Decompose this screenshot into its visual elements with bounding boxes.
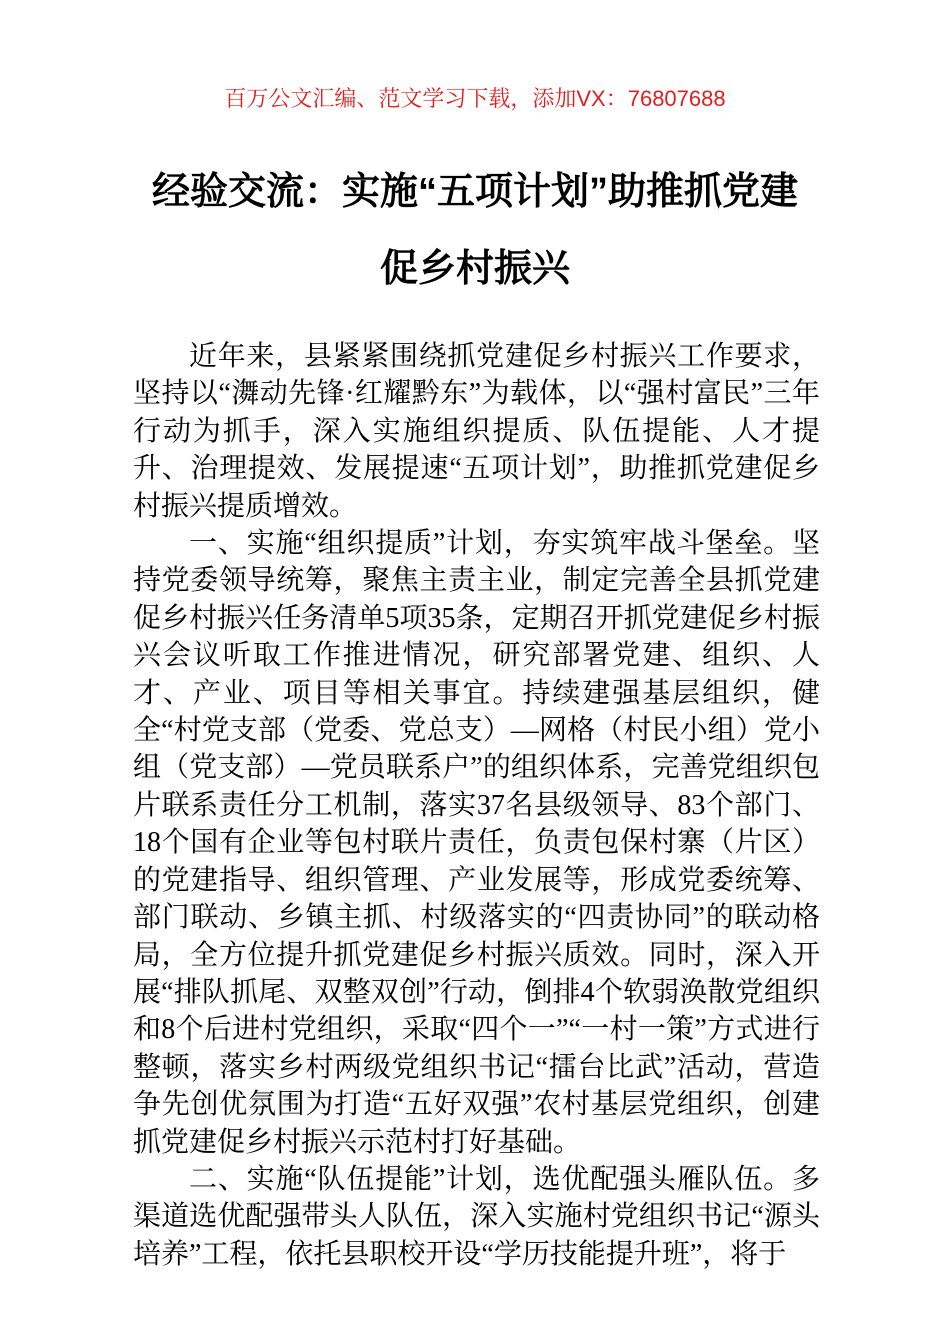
- header-notice: 百万公文汇编、范文学习下载，添加VX：76807688: [224, 86, 726, 111]
- paragraph-section-2: 二、实施“队伍提能”计划，选优配强头雁队伍。多渠道选优配强带头人队伍，深入实施村党组织书记“源头培养”工程，依托县职校开设“学历技能提升班”，将于: [133, 1163, 820, 1270]
- paragraph-intro: 近年来，县紧紧围绕抓党建促乡村振兴工作要求，坚持以“㵲动先锋·红耀黔东”为载体，以“强村富民”三年行动为抓手，深入实施组织提质、队伍提能、人才提升、治理提效、发展提速“五项计划”，助推抓党建促乡村振兴提质增效。: [133, 341, 820, 522]
- paragraph-section-1: 一、实施“组织提质”计划，夯实筑牢战斗堡垒。坚持党委领导统筹，聚焦主责主业，制定完善全县抓党建促乡村振兴任务清单5项35条，定期召开抓党建促乡村振兴会议听取工作推进情况，研究部署党建、组织、人才、产业、项目等相关事宜。持续建强基层组织，健全“村党支部（党委、党总支）—网格（村民小组）党小组（党支部）—党员联系户”的组织体系，完善党组织包片联系责任分工机制，落实37名县级领导、83个部门、18个国有企业等包村联片责任，负责包保村寨（片区）的党建指导、组织管理、产业发展等，形成党委统筹、部门联动、乡镇主抓、村级落实的“四责协同”的联动格局，全方位提升抓党建促乡村振兴质效。同时，深入开展“排队抓尾、双整双创”行动，倒排4个软弱涣散党组织和8个后进村党组织，采取“四个一”“一村一策”方式进行整顿，落实乡村两级党组织书记“擂台比武”活动，营造争先创优氛围为打造“五好双强”农村基层党组织，创建抓党建促乡村振兴示范村打好基础。: [133, 528, 820, 1158]
- document-title-line-1: 经验交流：实施“五项计划”助推抓党建: [151, 171, 798, 213]
- document-body: [133, 338, 820, 1273]
- document-title-line-2: 促乡村振兴: [379, 248, 570, 290]
- document-title: [60, 154, 890, 308]
